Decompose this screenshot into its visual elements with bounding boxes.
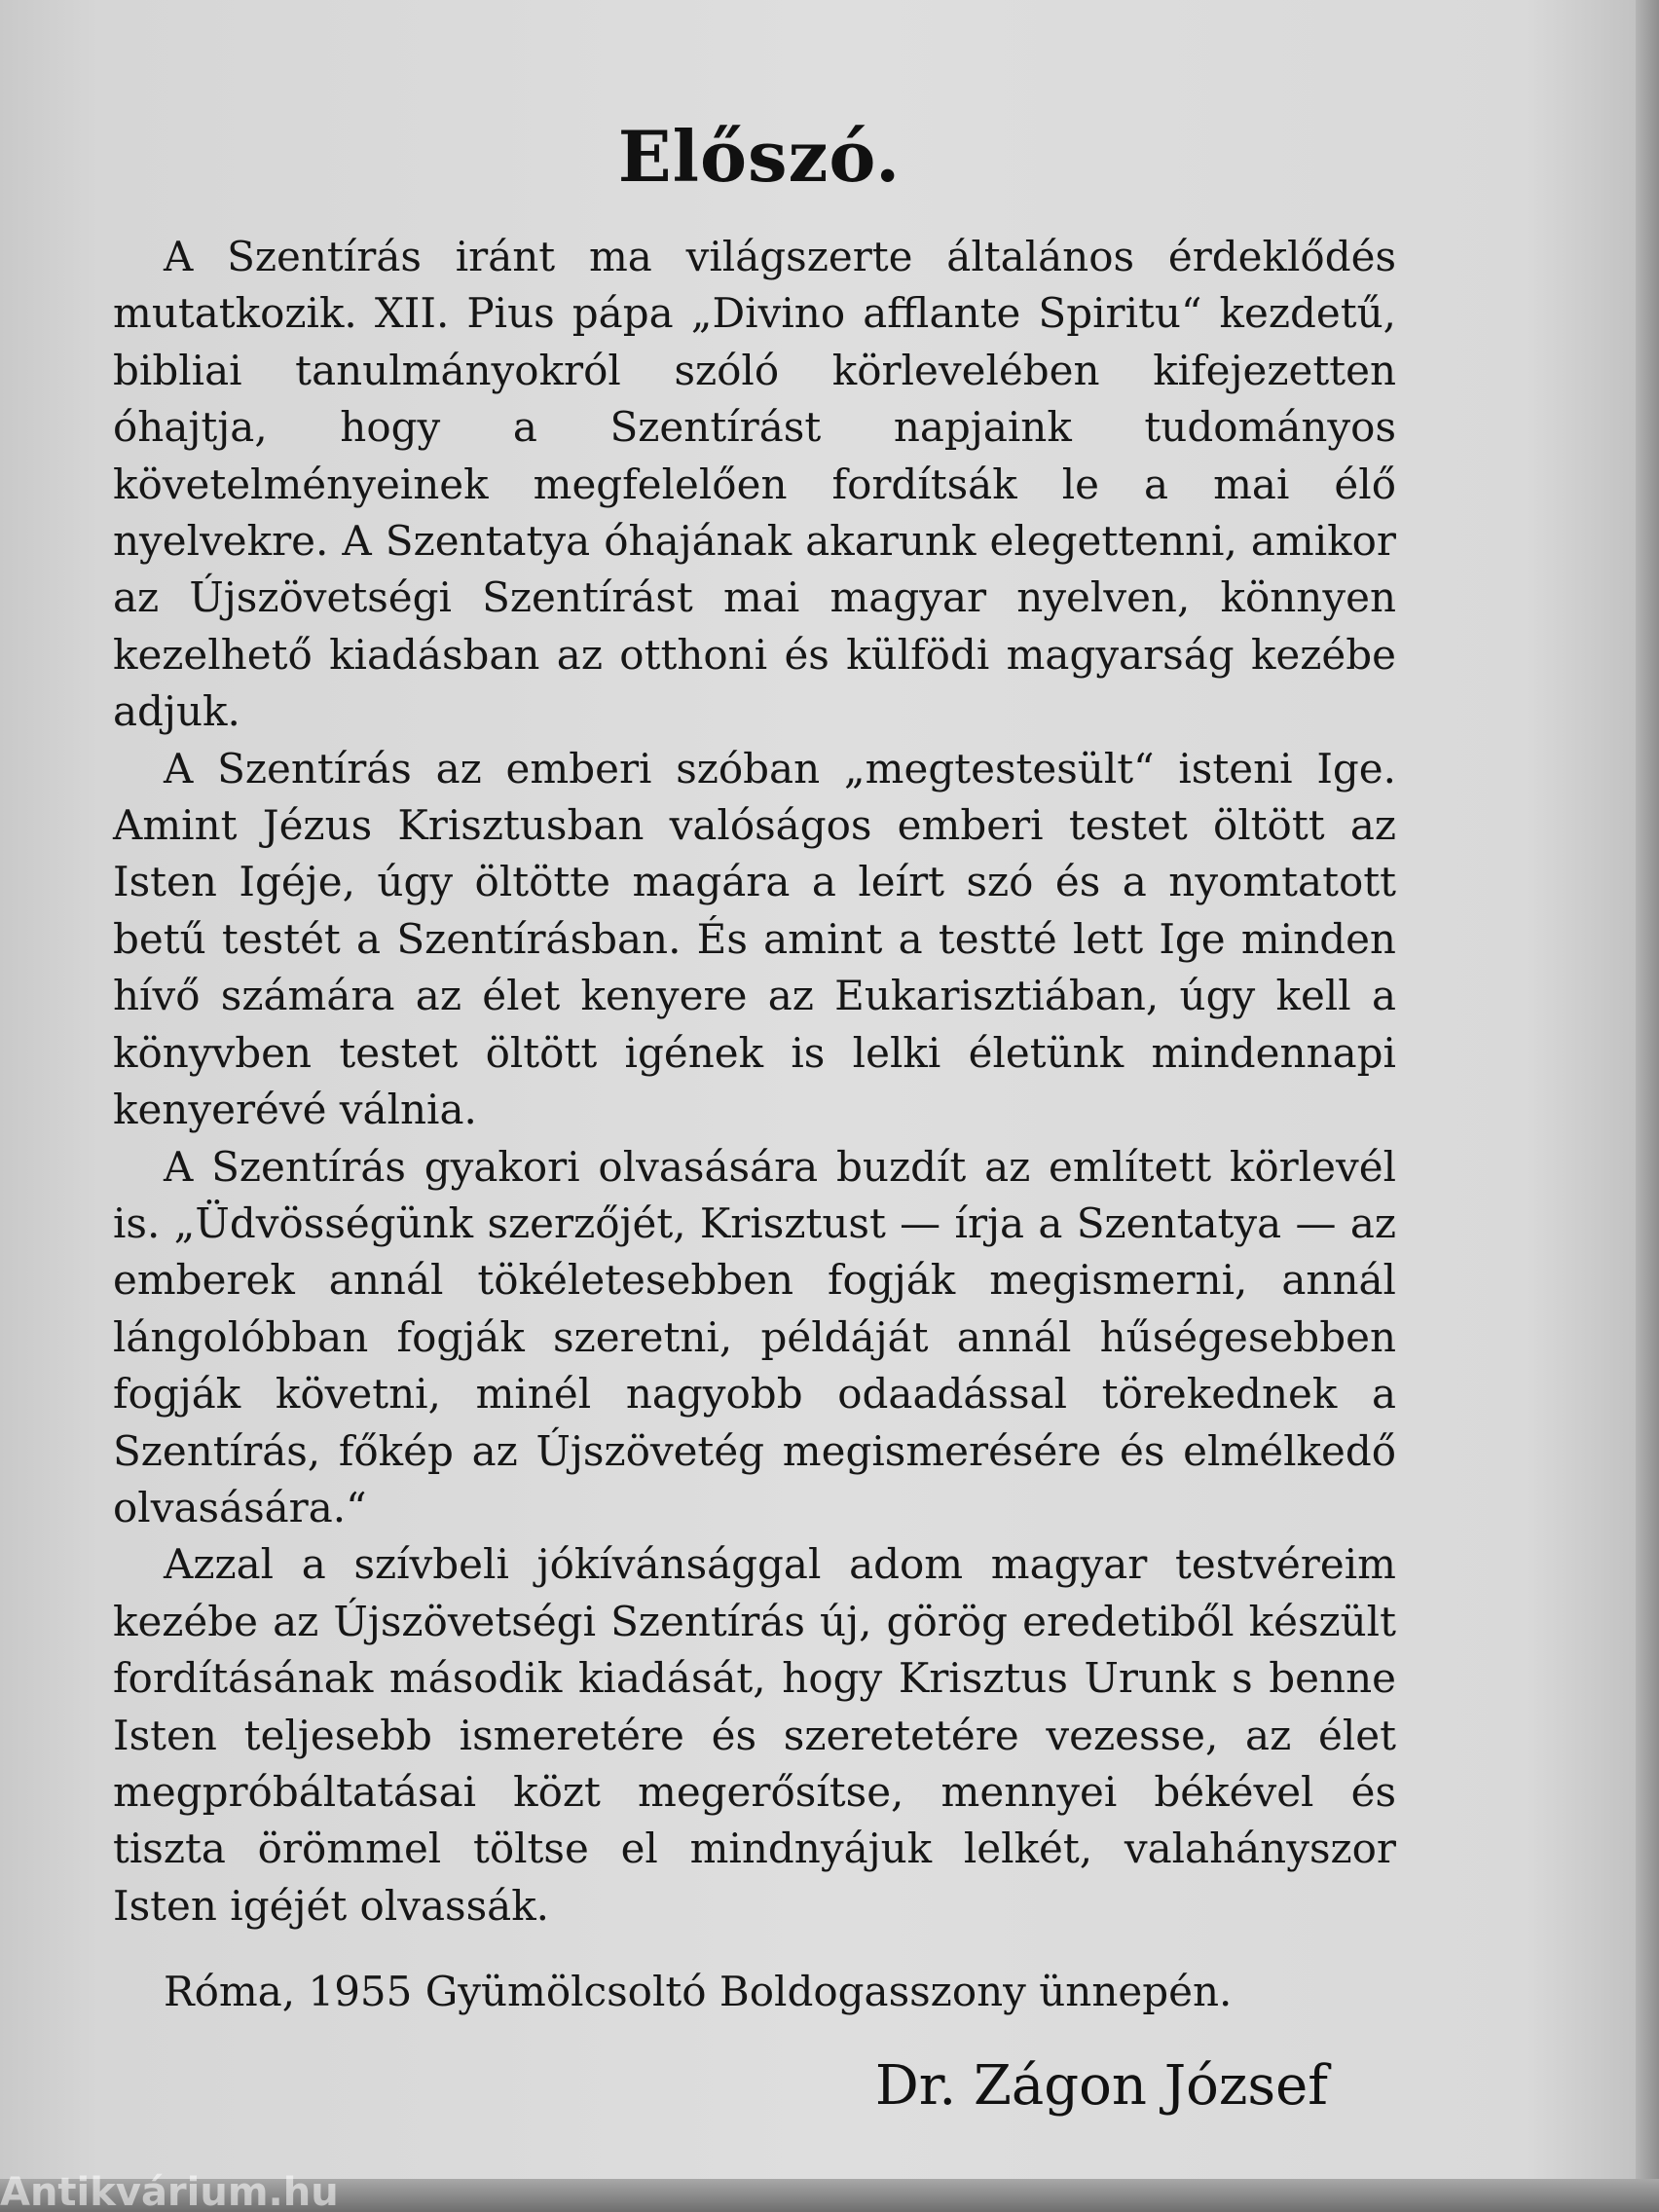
page-edge-shadow [1636,0,1659,2212]
page-title: Előszó. [617,115,902,199]
paragraph-4: Azzal a szívbeli jókívánsággal adom magyar testvéreim kezébe az Újszövetségi Szentírás új, görög eredetiből készült fordításának második kiadását, hogy Krisztus Urunk s benne Isten teljesebb ismeretére és szeretetére vezesse, az élet megpróbáltatásai közt megerősítse, mennyei békével és tiszta örömmel töltse el mindnyájuk lelkét, valahányszor Isten igéjét olvassák. [113,1540,1396,1930]
paragraph-1: A Szentírás iránt ma világszerte általános érdeklődés mutatkozik. XII. Pius pápa „Divino afflante Spiritu“ kezdetű, bibliai tanulmányokról szóló körlevelében kifejezetten óhajtja, hogy a Szentírást napjaink tudományos követelményeinek megfelelően fordítsák le a mai élő nyelvekre. A Szentatya óhajának akarunk elegettenni, amikor az Újszövetségi Szentírást mai magyar nyelven, könnyen kezelhető kiadásban az otthoni és külfödi magyarság kezébe adjuk. [113,233,1396,736]
paragraph-3: A Szentírás gyakori olvasására buzdít az említett körlevél is. „Üdvösségünk szerzőjét, Krisztust — írja a Szentatya — az emberek annál tökéletesebben fogják megismerni, annál lángolóbban fogják szeretni, példáját annál hűségesebben fogják követni, minél nagyobb odaadással törekednek a Szentírás, főkép az Újszövetég megismerésére és elmélkedő olvasására.“ [113,1142,1396,1531]
place-date-line: Róma, 1955 Gyümölcsoltó Boldogasszony ünnepén. [164,1968,1233,2015]
watermark: Antikvárium.hu [0,2170,339,2212]
author-signature: Dr. Zágon József [874,2054,1328,2118]
preface-body [113,229,1396,1935]
paragraph-2: A Szentírás az emberi szóban „megtestesült“ isteni Ige. Amint Jézus Krisztusban valóságos emberi testet öltött az Isten Igéje, úgy öltötte magára a leírt szó és a nyomtatott betű testét a Szentírásban. És amint a testté lett Ige minden hívő számára az élet kenyere az Eukarisztiában, úgy kell a könyvben testet öltött igének is lelki életünk mindennapi kenyerévé válnia. [113,744,1396,1134]
